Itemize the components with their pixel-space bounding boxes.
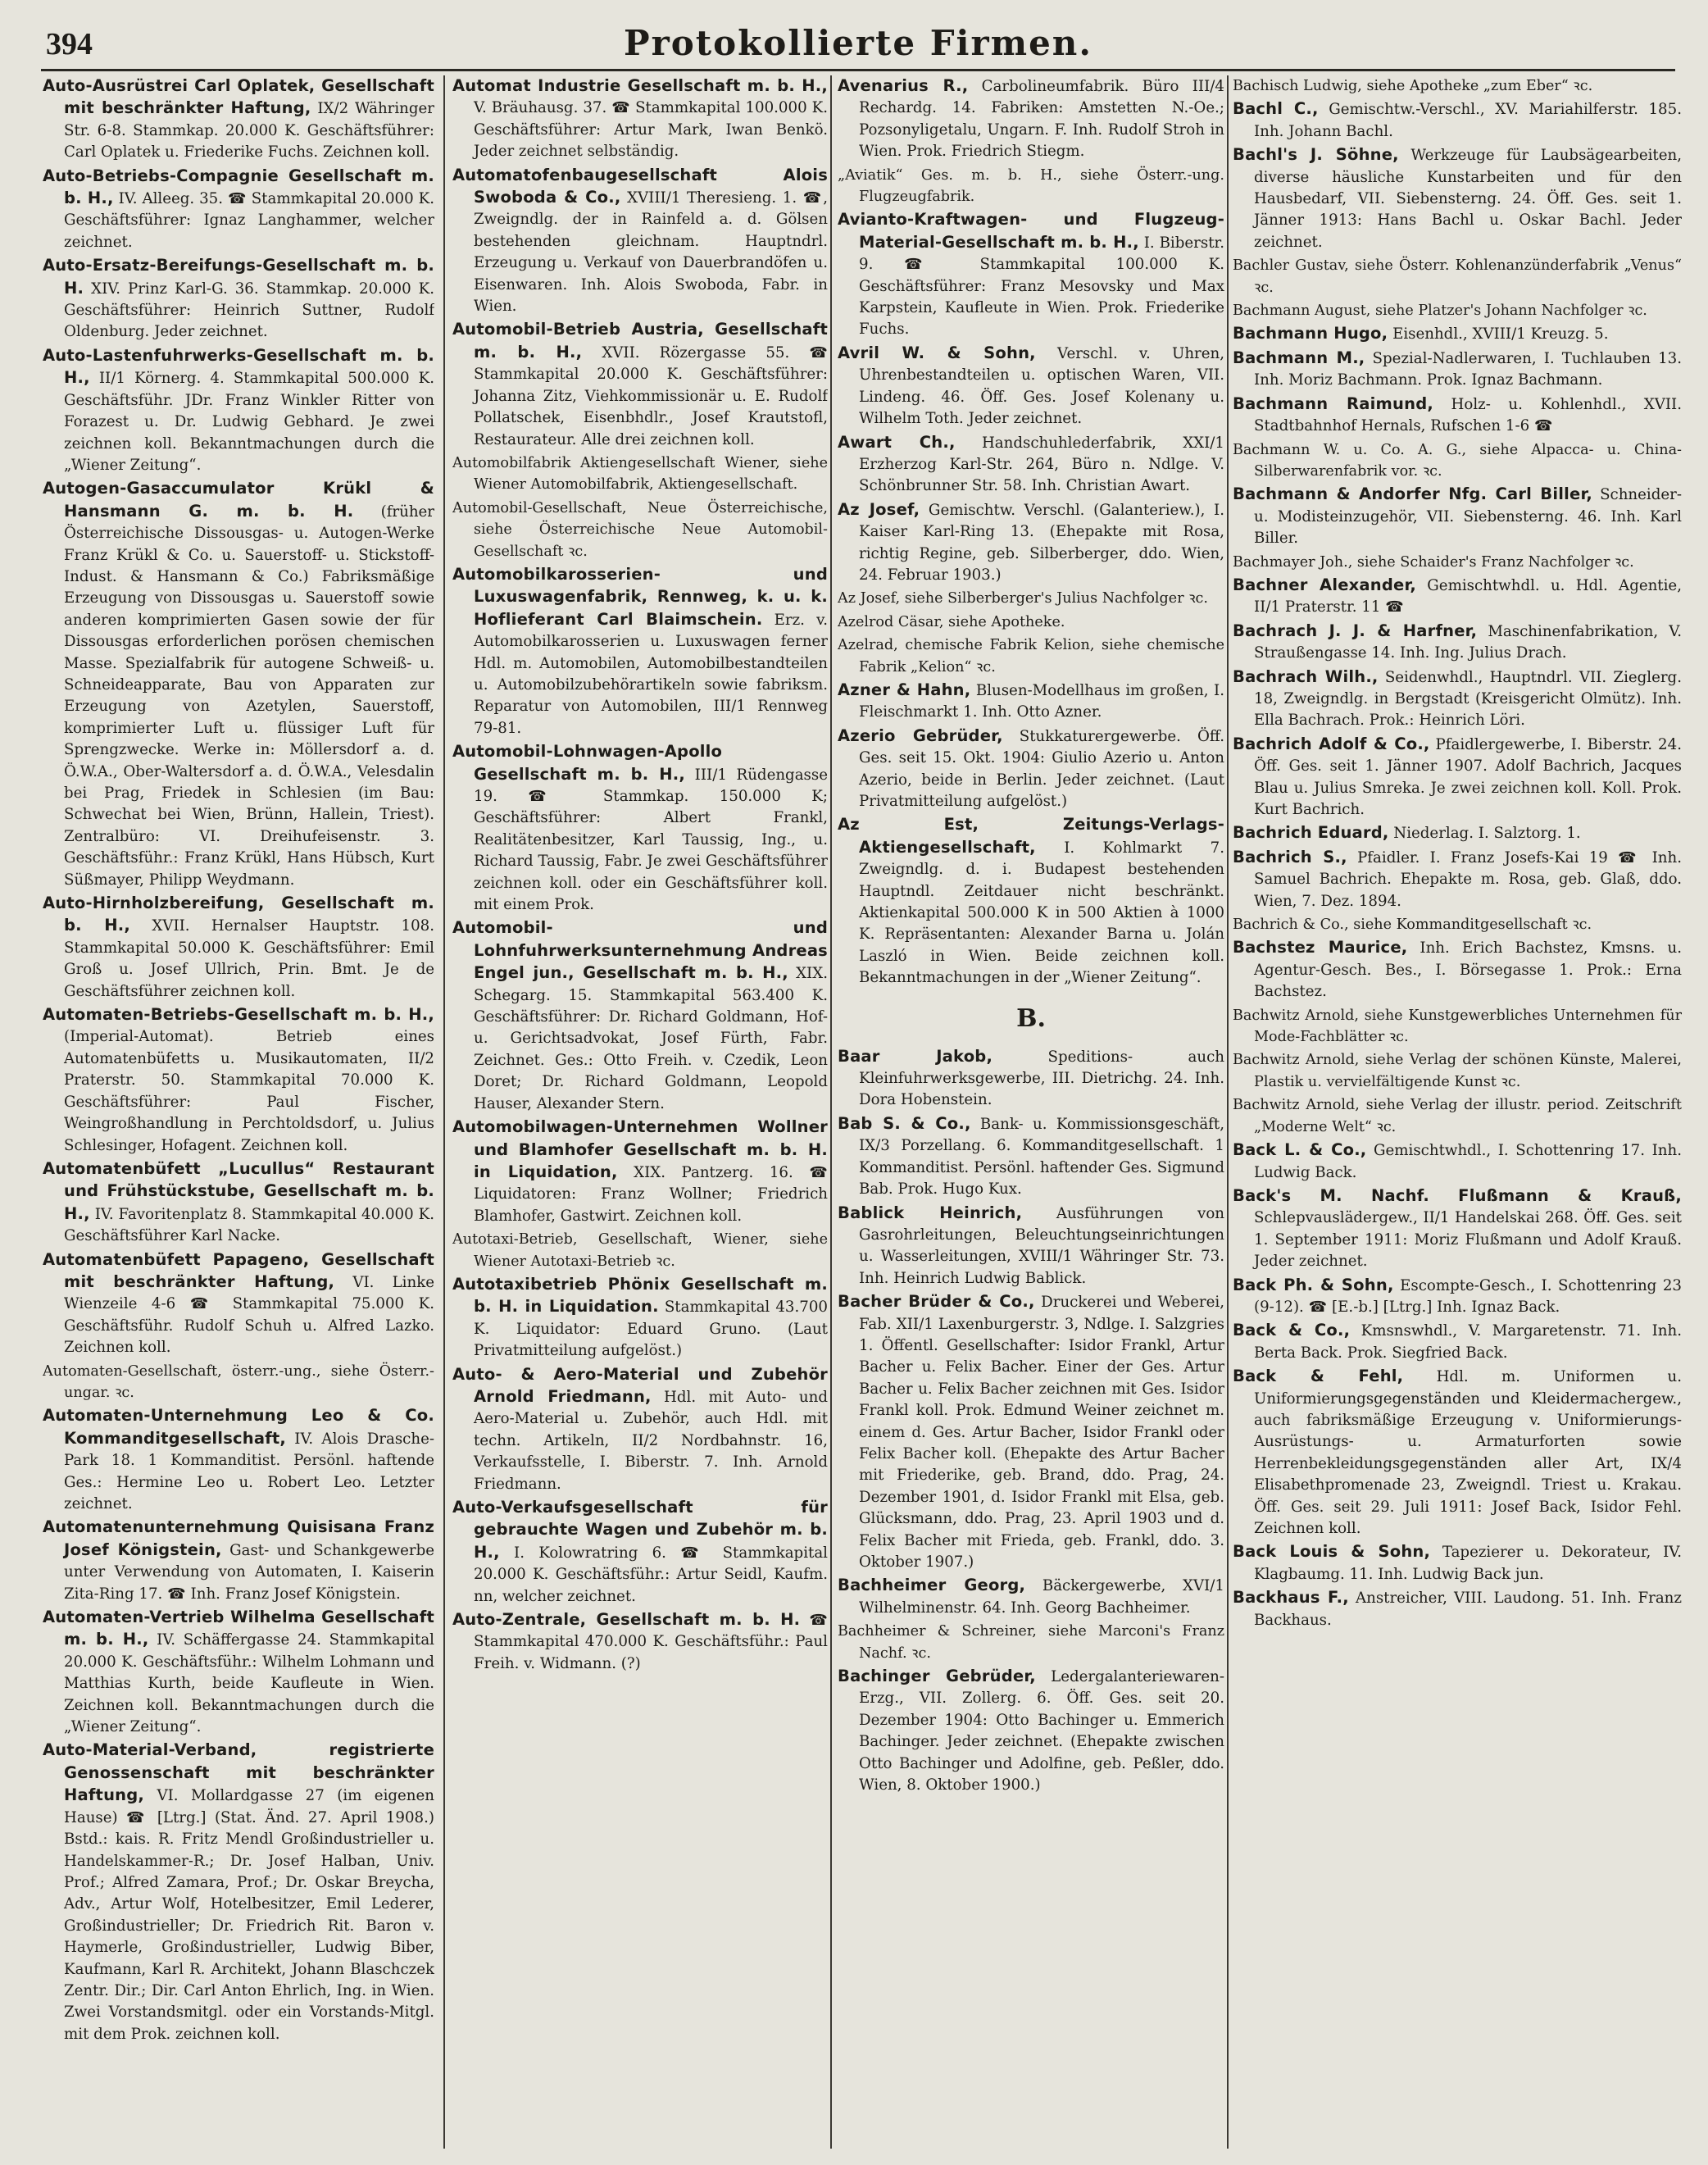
firm-entry	[1233, 348, 1682, 392]
firm-name: Bablick Heinrich,	[838, 1203, 1023, 1222]
firm-details: Bachler Gustav, siehe Österr. Kohlenanzünderfabrik „Venus“ ꝛc.	[1233, 257, 1682, 296]
firm-entry	[1233, 484, 1682, 549]
firm-name: Auto-Betriebs-Compagnie Gesellschaft m. b. H.,	[43, 166, 434, 208]
firm-details: Ausführungen von Gasrohrleitungen, Beleuchtungseinrichtungen u. Wasserleitungen, XVIII/1 Währinger Str. 73. Inh. Heinrich Ludwig Bablick.	[859, 1204, 1224, 1287]
firm-details: Bachrich & Co., siehe Kommanditgesellschaft ꝛc.	[1233, 916, 1592, 934]
column-separator	[830, 75, 832, 2149]
column-3	[838, 75, 1224, 2149]
firm-name: Auto-Lastenfuhrwerks-Gesellschaft m. b. H.,	[43, 345, 434, 388]
firm-details: Bachmayer Joh., siehe Schaider's Franz Nachfolger ꝛc.	[1233, 553, 1634, 571]
page-number: 394	[46, 27, 93, 61]
firm-details: Bank- u. Kommissionsgeschäft, IX/3 Porzellang. 6. Kommanditgesellschaft. 1 Kommanditist. Persönl. haftender Ges. Sigmund Bab. Prok. Hugo Kux.	[859, 1115, 1224, 1198]
firm-entry	[1233, 666, 1682, 732]
firm-details: Kmsnswhdl., V. Margaretenstr. 71. Inh. Berta Back. Prok. Siegfried Back.	[1254, 1322, 1682, 1362]
cross-reference-entry	[1233, 1094, 1682, 1138]
cross-reference-entry	[452, 498, 828, 562]
firm-details: Schlepvauslädergew., II/1 Handelskai 268. Öff. Ges. seit 1. September 1911: Moriz Flußmann und Adolf Krauß. Jeder zeichnet.	[1254, 1209, 1682, 1271]
firm-entry	[1233, 98, 1682, 143]
firm-details: Stukkaturergewerbe. Öff. Ges. seit 15. Okt. 1904: Giulio Azerio u. Anton Azerio, beide in Berlin. Jeder zeichnet. (Laut Privatmitteilung aufgelöst.)	[859, 727, 1224, 810]
firm-entry	[43, 1517, 434, 1605]
firm-details: IV. Favoritenplatz 8. Stammkapital 40.000 K. Geschäftsführer Karl Nacke.	[64, 1205, 434, 1245]
firm-details: Bachisch Ludwig, siehe Apotheke „zum Eber“ ꝛc.	[1233, 78, 1593, 94]
firm-name: Backhaus F.,	[1233, 1588, 1349, 1608]
firm-name: Back Ph. & Sohn,	[1233, 1275, 1394, 1294]
firm-name: Automatenunternehmung Quisisana Franz Josef Königstein,	[43, 1517, 434, 1559]
cross-reference-entry	[1233, 439, 1682, 483]
firm-details: Handschuhlederfabrik, XXI/1 Erzherzog Karl-Str. 264, Büro n. Ndlge. V. Schönbrunner Str. 58. Inh. Christian Awart.	[859, 434, 1224, 495]
firm-details: I. Kohlmarkt 7. Zweigndlg. d. i. Budapest bestehenden Hauptndl. Zeitdauer nicht beschränkt. Aktienkapital 500.000 K in 500 Aktien à 1000 K. Repräsentanten: Alexander Barna u. Jolán Laszló in Wien. Beide zeichnen koll. Bekanntmachungen in der „Wiener Zeitung“.	[859, 839, 1224, 987]
cross-reference-entry	[1233, 1005, 1682, 1048]
firm-details: Bachwitz Arnold, siehe Kunstgewerbliches Unternehmen für Mode-Fachblätter ꝛc.	[1233, 1007, 1682, 1046]
firm-entry	[452, 741, 828, 916]
firm-name: Auto-Ersatz-Bereifungs-Gesellschaft m. b. H.	[43, 256, 434, 298]
firm-entry	[838, 499, 1224, 587]
cross-reference-entry	[838, 612, 1224, 633]
firm-name: Bachmann Hugo,	[1233, 324, 1388, 343]
cross-reference-entry	[1233, 255, 1682, 298]
firm-details: Verschl. v. Uhren, Uhrenbestandteilen u. optischen Waren, VII. Lindeng. 46. Öff. Ges. Josef Kolenany u. Wilhelm Toth. Jeder zeichnet.	[859, 344, 1224, 428]
firm-details: Spezial-Nadlerwaren, I. Tuchlauben 13. Inh. Moriz Bachmann. Prok. Ignaz Bachmann.	[1254, 349, 1682, 389]
firm-name: Avenarius R.,	[838, 76, 969, 95]
firm-entry	[43, 1158, 434, 1248]
firm-entry	[838, 1113, 1224, 1201]
column-1	[43, 75, 434, 2149]
firm-details: (früher Österreichische Dissousgas- u. Autogen-Werke Franz Krükl & Co. u. Sauerstoff- u. Stickstoff-Indust. & Hansmann & Co.) Fabriksmäßige Erzeugung von Dissousgas u. Sauerstoff sowie anderen komprimierten Gasen sowie der für Dissousgas erforderlichen porösen chemischen Masse. Spezialfabrik für autogene Schweiß- u. Schneideapparate, Bau von Apparaten zur Erzeugung von Azetylen, Sauerstoff, komprimierter Luft u. flüssiger Luft für Sprengzwecke. Werke in: Möllersdorf a. d. Ö.W.A., Ober-Waltersdorf a. d. Ö.W.A., Velesdalin bei Prag, Friedek in Schlesien (im Bau: Schwechat bei Wien, Brünn, Hallein, Triest). Zentralbüro: VI. Dreihufeisenstr. 3. Geschäftsführ.: Franz Krükl, Hans Hübsch, Kurt Süßmayer, Philipp Weydmann.	[64, 503, 434, 889]
firm-entry	[452, 1364, 828, 1495]
firm-details: Erz. v. Automobilkarosserien u. Luxuswagen ferner Hdl. m. Automobilen, Automobilbestandteilen u. Automobilzubehörartikeln sowie fabriksm. Reparatur von Automobilen, III/1 Rennweg 79-81.	[474, 611, 828, 737]
firm-details: Automobil-Gesellschaft, Neue Österreichische, siehe Österreichische Neue Automobil-Gesellschaft ꝛc.	[452, 499, 828, 560]
firm-details: VI. Mollardgasse 27 (im eigenen Hause) ☎ [Ltrg.] (Stat. Änd. 27. April 1908.) Bstd.: kais. R. Fritz Mendl Großindustrieller u. Handelskammer-R.; Dr. Josef Halban, Univ. Prof.; Alfred Zamara, Prof.; Dr. Oskar Breycha, Adv., Artur Wolf, Hotelbesitzer, Emil Lederer, Großindustrieller; Dr. Friedrich Rit. Baron v. Haymerle, Großindustrieller, Ludwig Biber, Kaufmann, Karl R. Architekt, Johann Blaschczek Zentr. Dir.; Dir. Carl Anton Ehrlich, Ing. in Wien. Zwei Vorstandsmitgl. oder ein Vorstands-Mitgl. mit dem Prok. zeichnen koll.	[64, 1787, 434, 2043]
firm-details: II/1 Körnerg. 4. Stammkapital 500.000 K. Geschäftsführ. JDr. Franz Winkler Ritter von Forazest u. Dr. Ludwig Gebhard. Je zwei zeichnen koll. Bekanntmachungen durch die „Wiener Zeitung“.	[64, 370, 434, 474]
firm-details: IV. Schäffergasse 24. Stammkapital 20.000 K. Geschäftsführ.: Wilhelm Lohmann und Matthias Kurth, beide Kaufleute in Wien. Zeichnen koll. Bekanntmachungen durch die „Wiener Zeitung“.	[64, 1631, 434, 1736]
firm-entry	[43, 1004, 434, 1157]
cross-reference-entry	[838, 165, 1224, 208]
firm-entry	[452, 319, 828, 450]
firm-details: Hdl. mit Auto- und Aero-Material u. Zubehör, auch Hdl. mit techn. Artikeln, II/2 Nordbahnstr. 16, Verkaufsstelle, I. Biberstr. 7. Inh. Arnold Friedmann.	[474, 1388, 828, 1493]
firm-name: Avianto-Kraftwagen- und Flugzeug-Material-Gesellschaft m. b. H.,	[838, 210, 1224, 252]
firm-name: Automat Industrie Gesellschaft m. b. H.,	[452, 76, 828, 95]
firm-name: Automobil-Betrieb Austria, Gesellschaft m. b. H.,	[452, 320, 828, 362]
cross-reference-entry	[1233, 552, 1682, 573]
firm-name: Bachl's J. Söhne,	[1233, 145, 1399, 165]
firm-entry	[43, 166, 434, 254]
firm-entry	[452, 1117, 828, 1227]
firm-name: Bachrach J. J. & Harfner,	[1233, 621, 1478, 640]
firm-entry	[1233, 1541, 1682, 1585]
firm-name: Bachrich Adolf & Co.,	[1233, 734, 1430, 753]
firm-details: Eisenhdl., XVIII/1 Kreuzg. 5.	[1392, 325, 1609, 343]
firm-entry	[452, 917, 828, 1115]
firm-name: Autogen-Gasaccumulator Krükl & Hansmann G. m. b. H.	[43, 479, 434, 521]
firm-entry	[43, 1740, 434, 2045]
firm-details: Bachwitz Arnold, siehe Verlag der illustr. period. Zeitschrift „Moderne Welt“ ꝛc.	[1233, 1097, 1682, 1135]
firm-details: XIV. Prinz Karl-G. 36. Stammkap. 20.000 K. Geschäftsführer: Heinrich Suttner, Rudolf Oldenburg. Jeder zeichnet.	[64, 280, 434, 341]
firm-name: Bachmann M.,	[1233, 348, 1365, 367]
firm-name: Back L. & Co.,	[1233, 1140, 1367, 1160]
firm-details: Stammkapital 43.700 K. Liquidator: Eduard Gruno. (Laut Privatmitteilung aufgelöst.)	[474, 1299, 828, 1360]
column-4	[1233, 75, 1682, 2149]
firm-name: Automatenbüfett „Lucullus“ Restaurant und Frühstückstube, Gesellschaft m. b. H.,	[43, 1158, 434, 1223]
firm-name: Back & Co.,	[1233, 1321, 1351, 1340]
running-title: Protokollierte Firmen.	[624, 23, 1092, 63]
firm-details: Anstreicher, VIII. Laudong. 51. Inh. Franz Backhaus.	[1254, 1590, 1682, 1629]
firm-details: Druckerei und Weberei, Fab. XII/1 Laxenburgerstr. 3, Ndlge. I. Salzgries 1. Öffentl. Gesellschafter: Isidor Frankl, Artur Bacher u. Felix Bacher. Einer der Ges. Artur Bacher u. Felix Bacher zeichnen mit Ges. Isidor Frankl koll. Prok. Edmund Weiner zeichnet m. einem d. Ges. Artur Bacher, Isidor Frankl oder Felix Bacher koll. (Ehepakte des Artur Bacher mit Friederike, geb. Brand, ddo. Prag, 24. Dezember 1901, d. Isidor Frankl mit Elsa, geb. Glücksmann, ddo. Prag, 23. April 1903 und d. Felix Bacher mit Frieda, geb. Frankl, ddo. 3. Oktober 1907.)	[859, 1294, 1224, 1571]
firm-details: Seidenwhdl., Hauptndrl. VII. Zieglerg. 18, Zweigndlg. in Bergstadt (Kreisgericht Olmütz). Inh. Ella Bachrach. Prok.: Heinrich Löri.	[1254, 668, 1682, 730]
firm-details: Az Josef, siehe Silberberger's Julius Nachfolger ꝛc.	[838, 590, 1208, 607]
cross-reference-entry	[1233, 914, 1682, 935]
cross-reference-entry	[1233, 75, 1682, 97]
firm-details: XVII. Rözergasse 55. ☎ Stammkapital 20.000 K. Geschäftsführer: Johanna Zitz, Viehkommissionär u. E. Rudolf Pollatschek, Eisenbhdlr., Josef Krautstofl, Restaurateur. Alle drei zeichnen koll.	[474, 343, 828, 448]
firm-entry	[1233, 1366, 1682, 1540]
firm-details: Bachmann August, siehe Platzer's Johann Nachfolger ꝛc.	[1233, 302, 1647, 320]
page-header	[41, 23, 1675, 66]
firm-name: Automobilkarosserien- und Luxuswagenfabrik, Rennweg, k. u. k. Hoflieferant Carl Blaimschein.	[452, 564, 828, 629]
firm-details: Speditions- auch Kleinfuhrwerksgewerbe, III. Dietrichg. 24. Inh. Dora Hobenstein.	[859, 1048, 1224, 1109]
firm-details: XIX. Pantzerg. 16. ☎ Liquidatoren: Franz Wollner; Friedrich Blamhofer, Gastwirt. Zeichnen koll.	[474, 1163, 828, 1225]
firm-entry	[43, 893, 434, 1003]
firm-entry	[452, 564, 828, 739]
firm-details: Azelrad, chemische Fabrik Kelion, siehe chemische Fabrik „Kelion“ ꝛc.	[838, 637, 1224, 675]
firm-entry	[452, 1609, 828, 1675]
cross-reference-entry	[838, 634, 1224, 678]
firm-entry	[43, 1249, 434, 1359]
firm-entry	[43, 75, 434, 164]
firm-name: Awart Ch.,	[838, 432, 956, 452]
firm-name: Bachstez Maurice,	[1233, 938, 1408, 957]
firm-entry	[1233, 1139, 1682, 1184]
firm-name: Auto-Zentrale, Gesellschaft m. b. H.	[452, 1610, 801, 1630]
firm-name: Bachner Alexander,	[1233, 575, 1417, 594]
firm-details: Schneider- u. Modisteinzugehör, VII. Siebensterng. 46. Inh. Karl Biller.	[1254, 486, 1682, 548]
firm-name: Bab S. & Co.,	[838, 1113, 971, 1133]
firm-entry	[1233, 144, 1682, 253]
firm-entry	[838, 432, 1224, 498]
firm-name: Az Est, Zeitungs-Verlags-Aktiengesellschaft,	[838, 815, 1224, 857]
firm-details: Automaten-Gesellschaft, österr.-ung., siehe Österr.-ungar. ꝛc.	[43, 1362, 434, 1401]
firm-details: Bachwitz Arnold, siehe Verlag der schönen Künste, Malerei, Plastik u. vervielfältigende Kunst ꝛc.	[1233, 1052, 1682, 1090]
firm-entry	[43, 478, 434, 891]
firm-name: Bachl C.,	[1233, 99, 1319, 119]
firm-details: Hdl. m. Uniformen u. Uniformierungsgegenständen und Kleidermachergew., auch fabriksmäßige Erzeugung v. Uniformierungs-Ausrüstungs- u. Armaturforten sowie Herrenbekleidungsgegenständen aller Art, IX/4 Elisabethpromenade 23, Zweigndl. Triest u. Krakau. Öff. Ges. seit 29. Juli 1911: Josef Back, Isidor Fehl. Zeichnen koll.	[1254, 1368, 1682, 1537]
firm-entry	[1233, 1587, 1682, 1631]
firm-details: Automobilfabrik Aktiengesellschaft Wiener, siehe Wiener Automobilfabrik, Aktiengesellschaft.	[452, 454, 828, 493]
firm-details: XVII. Hernalser Hauptstr. 108. Stammkapital 50.000 K. Geschäftsführer: Emil Groß u. Josef Ullrich, Prin. Bmt. Je de Geschäftsführer zeichnen koll.	[64, 917, 434, 1000]
firm-details: (Imperial-Automat). Betrieb eines Automatenbüfetts u. Musikautomaten, II/2 Praterstr. 50. Stammkapital 70.000 K. Geschäftsführer: Paul Fischer, Weingroßhandlung in Perchtoldsdorf, u. Julius Schlesinger, Hofagent. Zeichnen koll.	[64, 1028, 434, 1154]
firm-details: I. Biberstr. 9. ☎ Stammkapital 100.000 K. Geschäftsführer: Franz Mesovsky und Max Karpstein, Kaufleute in Wien. Prok. Friederike Fuchs.	[859, 234, 1224, 339]
firm-entry	[452, 165, 828, 318]
cross-reference-entry	[452, 453, 828, 496]
header-rule	[41, 69, 1675, 71]
firm-details: ☎ Stammkapital 470.000 K. Geschäftsführ.: Paul Freih. v. Widmann. (?)	[474, 1612, 828, 1672]
firm-entry	[43, 1405, 434, 1515]
firm-entry	[1233, 621, 1682, 665]
firm-entry	[838, 209, 1224, 340]
cross-reference-entry	[838, 1621, 1224, 1664]
firm-entry	[1233, 1320, 1682, 1364]
firm-details: Bachmann W. u. Co. A. G., siehe Alpacca- u. China-Silberwarenfabrik vor. ꝛc.	[1233, 441, 1682, 480]
firm-details: Ledergalanteriewaren-Erzg., VII. Zollerg. 6. Öff. Ges. seit 20. Dezember 1904: Otto Bachinger u. Emmerich Bachinger. Jeder zeichnet. (Ehepakte zwischen Otto Bachinger und Adolfine, geb. Peßler, ddo. Wien, 8. Oktober 1900.)	[859, 1668, 1224, 1794]
firm-details: V. Bräuhausg. 37. ☎ Stammkapital 100.000 K. Geschäftsführer: Artur Mark, Iwan Benkö. Jeder zeichnet selbständig.	[474, 99, 828, 161]
column-separator	[443, 75, 445, 2149]
firm-details: Gemischtwhdl., I. Schottenring 17. Inh. Ludwig Back.	[1254, 1142, 1682, 1181]
firm-details: Bäckergewerbe, XVI/1 Wilhelminenstr. 64. Inh. Georg Bachheimer.	[859, 1577, 1224, 1617]
firm-name: Avril W. & Sohn,	[838, 343, 1036, 362]
firm-details: IV. Alois Drasche-Park 18. 1 Kommanditist. Persönl. haftende Ges.: Hermine Leo u. Robert Leo. Letzter zeichnet.	[64, 1430, 434, 1512]
firm-details: XIX. Schegarg. 15. Stammkapital 563.400 K. Geschäftsführer: Dr. Richard Goldmann, Hof- u. Gerichtsadvokat, Josef Fürth, Fabr. Zeichnet. Ges.: Otto Freih. v. Czedik, Leon Doret; Dr. Richard Goldmann, Leopold Hauser, Alexander Stern.	[474, 965, 828, 1112]
firm-name: Baar Jakob,	[838, 1046, 993, 1066]
firm-name: Automobil-Lohnwagen-Apollo Gesellschaft m. b. H.,	[452, 742, 723, 784]
firm-details: VI. Linke Wienzeile 4-6 ☎ Stammkapital 75.000 K. Geschäftsführ. Rudolf Schuh u. Alfred Lazko. Zeichnen koll.	[64, 1273, 434, 1357]
firm-name: Bachmann Raimund,	[1233, 393, 1433, 413]
firm-entry	[838, 1203, 1224, 1290]
firm-name: Auto-Verkaufsgesellschaft für gebrauchte Wagen und Zubehör m. b. H.,	[452, 1498, 828, 1562]
firm-details: Autotaxi-Betrieb, Gesellschaft, Wiener, siehe Wiener Autotaxi-Betrieb ꝛc.	[452, 1231, 828, 1270]
firm-details: Inh. Erich Bachstez, Kmsns. u. Agentur-Gesch. Bes., I. Börsegasse 1. Prok.: Erna Bachstez.	[1254, 939, 1682, 1001]
cross-reference-entry	[1233, 1049, 1682, 1093]
firm-name: Bachrach Wilh.,	[1233, 666, 1379, 686]
cross-reference-entry	[43, 1361, 434, 1404]
firm-details: Carbolineumfabrik. Büro III/4 Rechardg. 14. Fabriken: Amstetten N.-Oe.; Pozsonyligetalu, Ungarn. F. Inh. Rudolf Stroh in Wien. Prok. Friedrich Stiegm.	[859, 78, 1224, 161]
firm-name: Automobil- und Lohnfuhrwerksunternehmung Andreas Engel jun., Gesellschaft m. b. H.,	[452, 918, 828, 983]
firm-entry	[838, 1291, 1224, 1573]
firm-name: Automatofenbaugesellschaft Alois Swoboda & Co.,	[452, 165, 828, 207]
firm-entry	[838, 1575, 1224, 1619]
firm-entry	[838, 75, 1224, 163]
firm-name: Automaten-Vertrieb Wilhelma Gesellschaft m. b. H.,	[43, 1608, 434, 1649]
firm-entry	[452, 75, 828, 163]
firm-entry	[1233, 1275, 1682, 1319]
firm-details: Gemischtw. Verschl. (Galanteriew.), I. Kaiser Karl-Ring 13. (Ehepakte mit Rosa, richtig Regine, geb. Silberberger, ddo. Wien, 24. Februar 1903.)	[859, 501, 1224, 584]
firm-name: Bacher Brüder & Co.,	[838, 1292, 1035, 1312]
firm-entry	[838, 343, 1224, 430]
firm-details: IV. Alleeg. 35. ☎ Stammkapital 20.000 K. Geschäftsführer: Ignaz Langhammer, welcher zeichnet.	[64, 190, 434, 251]
firm-name: Az Josef,	[838, 499, 920, 519]
firm-details: „Aviatik“ Ges. m. b. H., siehe Österr.-ung. Flugzeugfabrik.	[838, 166, 1224, 206]
firm-name: Automobilwagen-Unternehmen Wollner und Blamhofer Gesellschaft m. b. H. in Liquidation,	[452, 1117, 828, 1181]
column-2	[452, 75, 828, 2149]
firm-entry	[452, 1497, 828, 1608]
firm-name: Bachrich S.,	[1233, 847, 1347, 866]
firm-entry	[1233, 323, 1682, 345]
firm-entry	[838, 725, 1224, 813]
firm-name: Azerio Gebrüder,	[838, 725, 1003, 745]
firm-details: XVIII/1 Theresieng. 1. ☎, Zweigndlg. der in Rainfeld a. d. Gölsen bestehenden gleichnam. Hauptndrl. Erzeugung u. Verkauf von Dauerbrandöfen u. Eisenwaren. Inh. Alois Swoboda, Fabr. in Wien.	[474, 189, 828, 316]
firm-name: Autotaxibetrieb Phönix Gesellschaft m. b. H. in Liquidation.	[452, 1274, 828, 1317]
firm-entry	[1233, 1185, 1682, 1273]
cross-reference-entry	[838, 588, 1224, 609]
firm-name: Auto-Ausrüstrei Carl Oplatek, Gesellschaft mit beschränkter Haftung,	[43, 76, 434, 118]
section-letter: B.	[1016, 1003, 1046, 1033]
firm-name: Auto-Hirnholzbereifung, Gesellschaft m. b. H.,	[43, 894, 434, 935]
firm-entry	[43, 345, 434, 476]
firm-details: Escompte-Gesch., I. Schottenring 23 (9-12). ☎ [E.-b.] [Ltrg.] Inh. Ignaz Back.	[1254, 1276, 1682, 1316]
firm-name: Bachmann & Andorfer Nfg. Carl Biller,	[1233, 484, 1592, 504]
firm-entry	[1233, 937, 1682, 1003]
firm-details: Werkzeuge für Laubsägearbeiten, diverse häusliche Kunstarbeiten und für den Hausbedarf, VII. Siebensterng. 24. Öff. Ges. seit 1. Jänner 1913: Hans Bachl u. Oskar Bachl. Jeder zeichnet.	[1254, 147, 1682, 251]
firm-entry	[1233, 822, 1682, 844]
firm-name: Back & Fehl,	[1233, 1367, 1404, 1386]
firm-details: Azelrod Cäsar, siehe Apotheke.	[838, 613, 1065, 630]
firm-name: Automaten-Unternehmung Leo & Co. Kommanditgesellschaft,	[43, 1406, 434, 1448]
firm-entry	[838, 1046, 1224, 1112]
firm-details: Maschinenfabrikation, V. Straußengasse 14. Inh. Ing. Julius Drach.	[1254, 622, 1682, 662]
firm-entry	[1233, 575, 1682, 619]
firm-entry	[838, 1666, 1224, 1796]
firm-name: Bachrich Eduard,	[1233, 823, 1389, 843]
firm-name: Auto-Material-Verband, registrierte Genossenschaft mit beschränkter Haftung,	[43, 1740, 434, 1805]
firm-name: Automatenbüfett Papageno, Gesellschaft mit beschränkter Haftung,	[43, 1249, 434, 1291]
firm-entry	[838, 814, 1224, 989]
firm-details: III/1 Rüdengasse 19. ☎ Stammkap. 150.000 K; Geschäftsführer: Albert Frankl, Realitätenbesitzer, Karl Taussig, Ing., u. Richard Taussig, Fabr. Je zwei Geschäftsführer zeichnen koll. oder ein Geschäftsführer koll. mit einem Prok.	[474, 766, 828, 914]
firm-name: Azner & Hahn,	[838, 680, 971, 699]
firm-entry	[43, 1607, 434, 1738]
firm-entry	[838, 680, 1224, 724]
cross-reference-entry	[452, 1229, 828, 1272]
firm-entry	[452, 1274, 828, 1362]
firm-entry	[1233, 393, 1682, 438]
firm-name: Automaten-Betriebs-Gesellschaft m. b. H.,	[43, 1005, 434, 1025]
firm-details: Gemischtw.-Verschl., XV. Mariahilferstr. 185. Inh. Johann Bachl.	[1254, 101, 1682, 140]
firm-name: Auto- & Aero-Material und Zubehör Arnold Friedmann,	[452, 1364, 828, 1406]
cross-reference-entry	[1233, 300, 1682, 321]
firm-details: Bachheimer & Schreiner, siehe Marconi's Franz Nachf. ꝛc.	[838, 1623, 1224, 1662]
firm-name: Back Louis & Sohn,	[1233, 1542, 1431, 1562]
firm-name: Bachheimer Georg,	[838, 1576, 1026, 1595]
firm-details: I. Kolowratring 6. ☎ Stammkapital 20.000 K. Geschäftsführ.: Artur Seidl, Kaufm. nn, welcher zeichnet.	[474, 1544, 828, 1605]
firm-details: Gemischtwhdl. u. Hdl. Agentie, II/1 Praterstr. 11 ☎	[1254, 576, 1682, 616]
firm-details: Niederlag. I. Salztorg. 1.	[1393, 825, 1581, 843]
firm-details: Pfaidler. I. Franz Josefs-Kai 19 ☎ Inh. Samuel Bachrich. Ehepakte m. Rosa, geb. Glaß, ddo. Wien, 7. Dez. 1894.	[1254, 848, 1682, 910]
firm-details: Holz- u. Kohlenhdl., XVII. Stadtbahnhof Hernals, Rufschen 1-6 ☎	[1254, 395, 1682, 435]
firm-details: IX/2 Währinger Str. 6-8. Stammkap. 20.000 K. Geschäftsführer: Carl Oplatek u. Friederike Fuchs. Zeichnen koll.	[64, 100, 434, 161]
firm-entry	[1233, 847, 1682, 912]
column-separator	[1227, 75, 1229, 2149]
firm-details: Gast- und Schankgewerbe unter Verwendung von Automaten, I. Kaiserin Zita-Ring 17. ☎ Inh. Franz Josef Königstein.	[64, 1541, 434, 1603]
firm-entry	[43, 255, 434, 343]
firm-details: Tapezierer u. Dekorateur, IV. Klagbaumg. 11. Inh. Ludwig Back jun.	[1254, 1544, 1682, 1583]
firm-name: Bachinger Gebrüder,	[838, 1667, 1036, 1686]
firm-details: Pfaidlergewerbe, I. Biberstr. 24. Öff. Ges. seit 1. Jänner 1907. Adolf Bachrich, Jacques Blau u. Julius Smreka. Je zwei zeichnen koll. Koll. Prok. Kurt Bachrich.	[1254, 735, 1682, 818]
firm-details: Blusen-Modellhaus im großen, I. Fleischmarkt 1. Inh. Otto Azner.	[859, 681, 1224, 721]
firm-entry	[1233, 734, 1682, 821]
firm-name: Back's M. Nachf. Flußmann & Krauß,	[1233, 1185, 1682, 1205]
